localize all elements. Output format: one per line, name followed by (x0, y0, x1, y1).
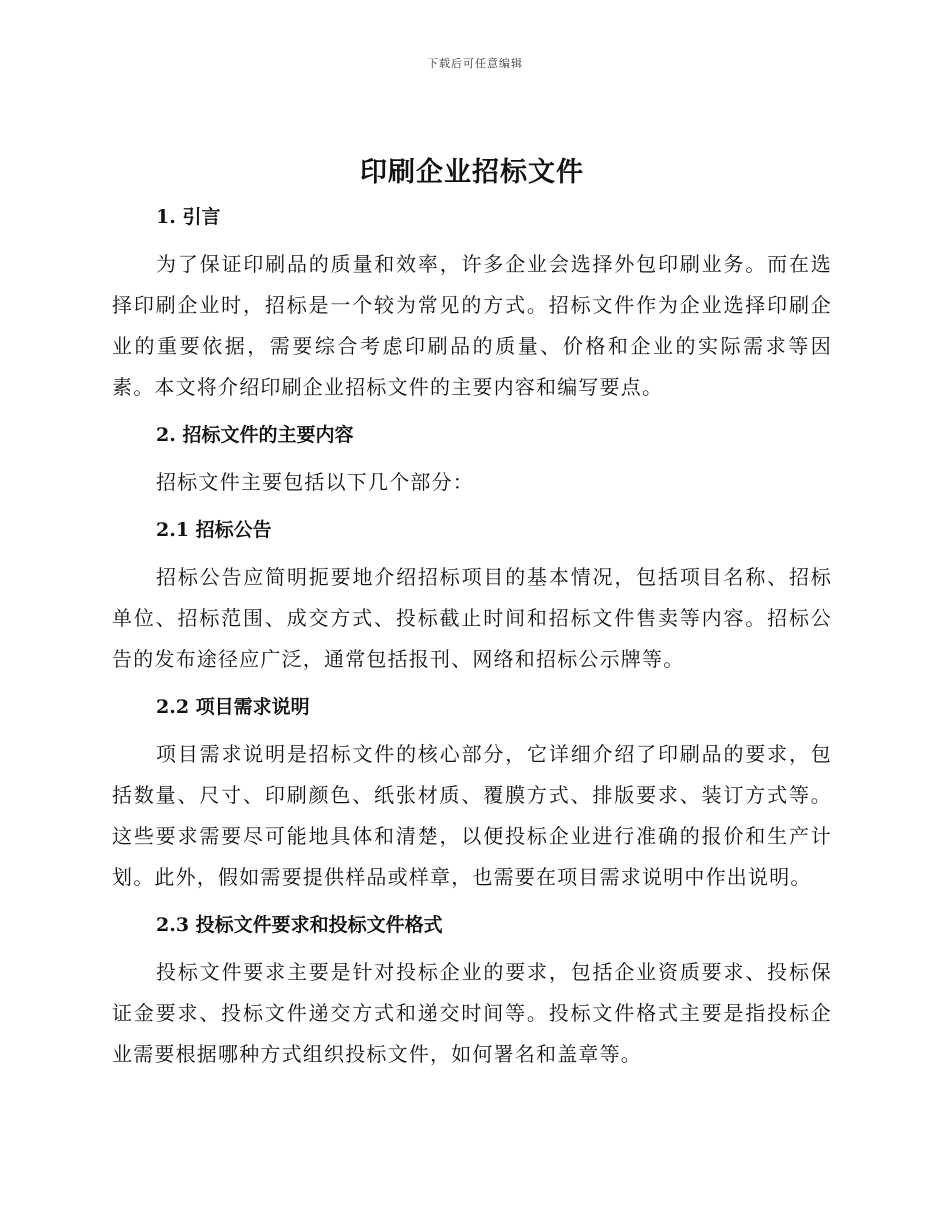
section-heading: 2.1 招标公告 (156, 519, 272, 541)
section-introduction (112, 202, 832, 420)
paragraph: 招标公告应简明扼要地介绍招标项目的基本情况，包括项目名称、招标单位、招标范围、成交方式、投标截止时间和招标文件售卖等内容。招标公告的发布途径应广泛，通常包括报刊、网络和招标公示牌等。 (112, 565, 832, 671)
section-project-requirements (112, 692, 832, 910)
document-body (112, 150, 832, 1075)
section-tender-notice (112, 515, 832, 692)
document-title: 印刷企业招标文件 (360, 157, 584, 188)
section-heading: 2. 招标文件的主要内容 (156, 424, 354, 446)
paragraph: 招标文件主要包括以下几个部分： (156, 470, 474, 494)
section-heading: 2.2 项目需求说明 (156, 696, 310, 718)
paragraph: 投标文件要求主要是针对投标企业的要求，包括企业资质要求、投标保证金要求、投标文件递交方式和递交时间等。投标文件格式主要是指投标企业需要根据哪种方式组织投标文件，如何署名和盖章等。 (112, 960, 832, 1066)
header-note: 下载后可任意编辑 (427, 57, 523, 70)
section-bid-document-requirements (112, 910, 832, 1075)
paragraph: 为了保证印刷品的质量和效率，许多企业会选择外包印刷业务。而在选择印刷企业时，招标是一个较为常见的方式。招标文件作为企业选择印刷企业的重要依据，需要综合考虑印刷品的质量、价格和企业的实际需求等因素。本文将介绍印刷企业招标文件的主要内容和编写要点。 (112, 252, 832, 399)
section-heading: 2.3 投标文件要求和投标文件格式 (156, 914, 443, 936)
paragraph: 项目需求说明是招标文件的核心部分，它详细介绍了印刷品的要求，包括数量、尺寸、印刷颜色、纸张材质、覆膜方式、排版要求、装订方式等。这些要求需要尽可能地具体和清楚，以便投标企业进行准确的报价和生产计划。此外，假如需要提供样品或样章，也需要在项目需求说明中作出说明。 (112, 742, 832, 889)
section-heading: 1. 引言 (156, 206, 221, 228)
section-main-contents (112, 420, 832, 515)
